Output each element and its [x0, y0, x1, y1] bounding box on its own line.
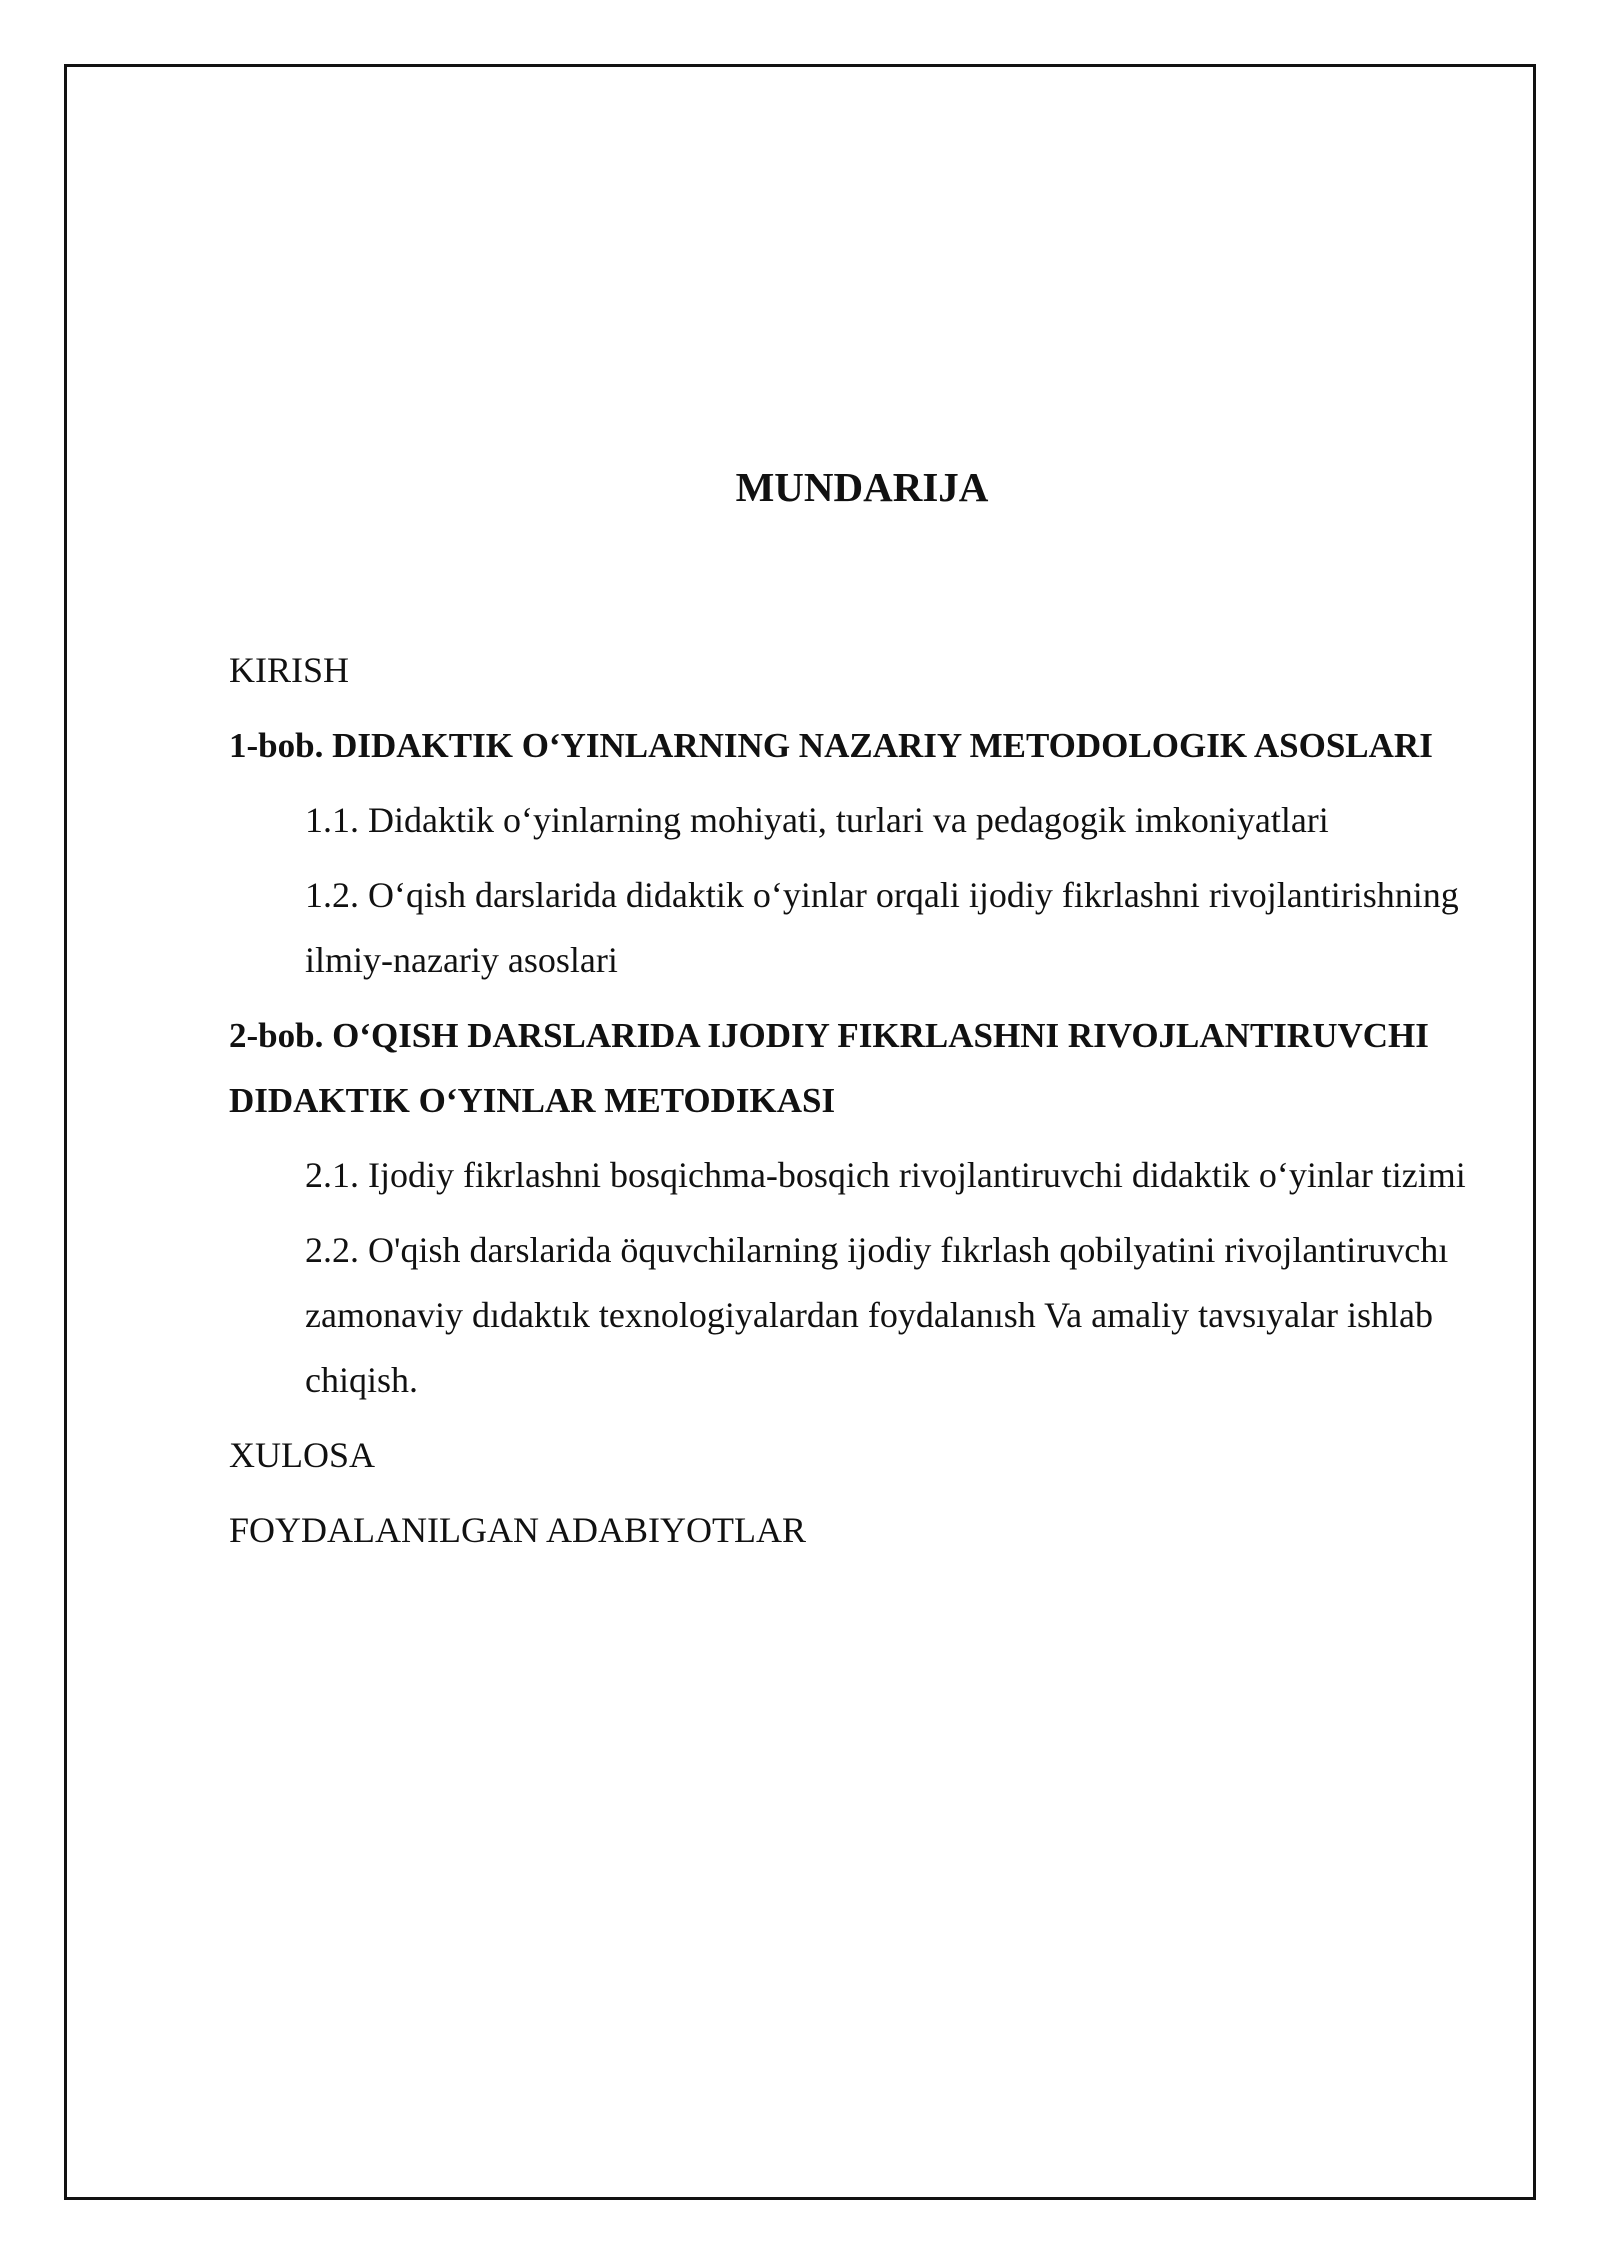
toc-entry-section-1-2: 1.2. O‘qish darslarida didaktik o‘yinlar orqali ijodiy fikrlashni rivojlantirishning ilmiy-nazariy asoslari [305, 875, 1459, 980]
toc-entry-section-2-2: 2.2. O'qish darslarida öquvchilarning ijodiy fıkrlash qobilyatini rivojlantiruvchı zamonaviy dıdaktık texnologiyalardan foydalanısh Va amaliy tavsıyalar ishlab chiqish. [305, 1230, 1449, 1400]
toc-entry-introduction: KIRISH [229, 650, 350, 690]
toc-entry-references: FOYDALANILGAN ADABIYOTLAR [229, 1510, 806, 1550]
toc-entry-section-2-1: 2.1. Ijodiy fikrlashni bosqichma-bosqich rivojlantiruvchi didaktik o‘yinlar tizimi [305, 1155, 1466, 1195]
table-of-contents [229, 638, 1489, 1573]
toc-entry-chapter-1: 1-bob. DIDAKTIK O‘YINLARNING NAZARIY METODOLOGIK ASOSLARI [229, 726, 1433, 765]
toc-entry-section-1-1: 1.1. Didaktik o‘yinlarning mohiyati, turlari va pedagogik imkoniyatlari [305, 800, 1329, 840]
toc-entry-conclusion: XULOSA [229, 1435, 376, 1475]
page-title: MUNDARIJA [735, 464, 989, 510]
toc-entry-chapter-2: 2-bob. O‘QISH DARSLARIDA IJODIY FIKRLASHNI RIVOJLANTIRUVCHI DIDAKTIK O‘YINLAR METODIKASI [229, 1016, 1429, 1120]
